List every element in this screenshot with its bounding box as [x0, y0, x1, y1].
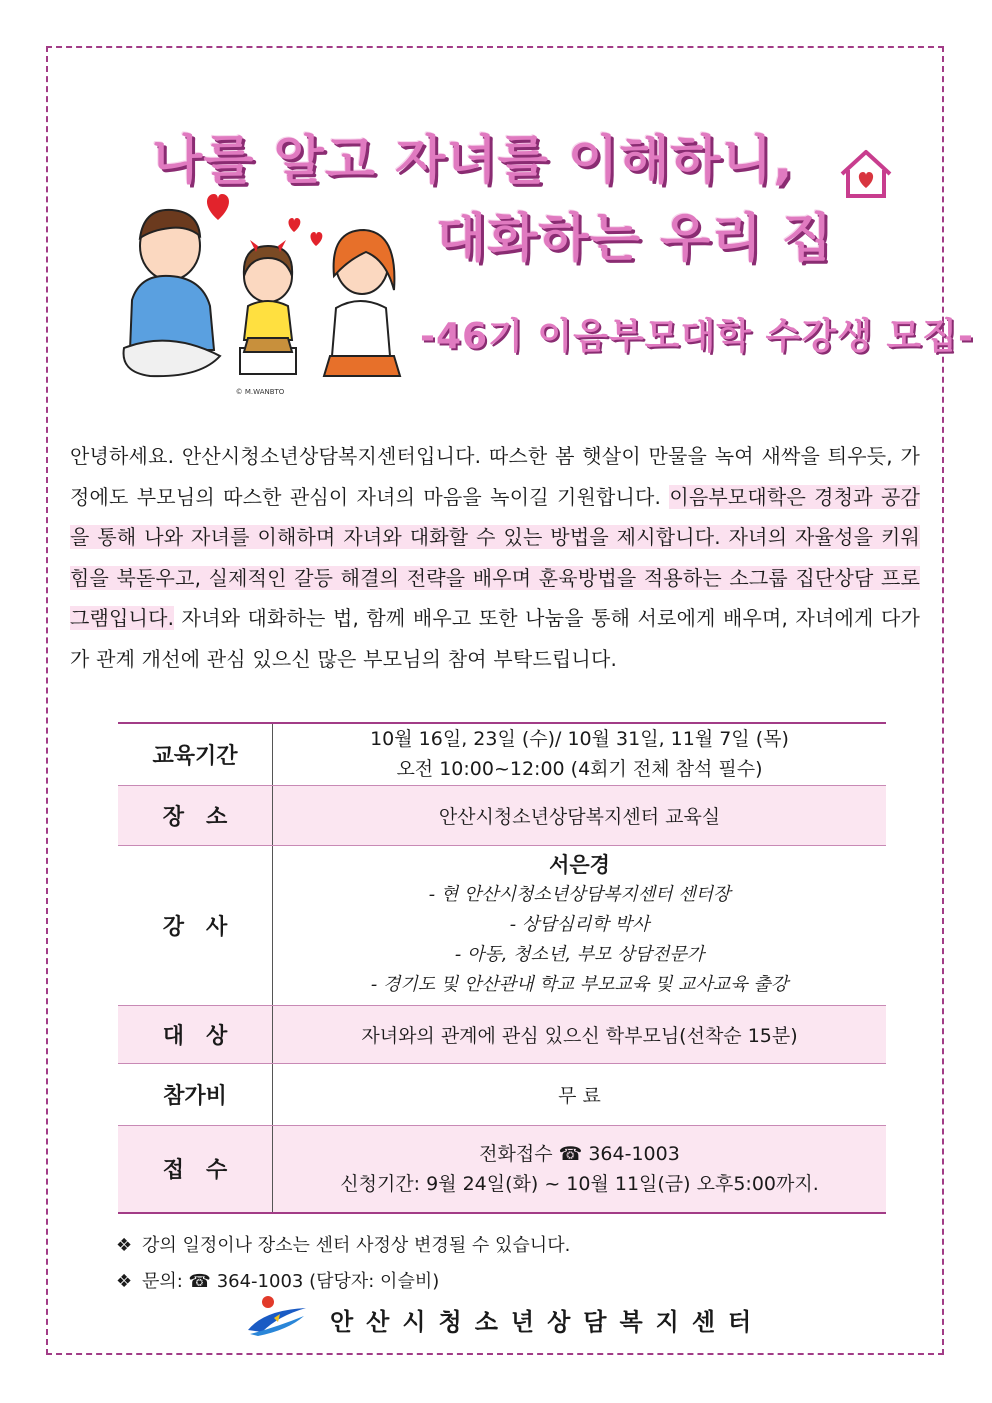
- intro-text-part2: 자녀와 대화하는 법, 함께 배우고 또한 나눔을 통해 서로에게 배우며, 자녀에게 다가가 관계 개선에 관심 있으신 많은 부모님의 참여 부탁드립니다.: [70, 606, 920, 671]
- table-row-apply: [118, 1125, 886, 1213]
- family-illustration: [110, 180, 410, 400]
- instructor-label: 강 사: [118, 845, 273, 1005]
- fee-label: 참가비: [118, 1063, 273, 1125]
- intro-text-part1: 안녕하세요. 안산시청소년상담복지센터입니다. 따스한 봄 햇살이 만물을 녹여 새싹을 틔우듯, 가정에도 부모님의 따스한 관심이 자녀의 마음을 녹이길 기원합니다.: [70, 444, 920, 509]
- target-label: 대 상: [118, 1005, 273, 1063]
- intro-paragraph: [70, 436, 920, 679]
- page-title-line2: 대화하는 우리 집: [436, 209, 833, 269]
- place-value: 안산시청소년상담복지센터 교육실: [273, 785, 887, 845]
- page-title-line1: 나를 알고 자녀를 이해하니,: [152, 131, 794, 191]
- instructor-name: 서은경: [549, 853, 610, 877]
- program-info-table: [118, 722, 886, 1214]
- period-line2: 오전 10:00~12:00 (4회기 전체 참석 필수): [396, 758, 763, 781]
- table-row-place: [118, 785, 886, 845]
- page-subtitle: -46기 이음부모대학 수강생 모집-: [420, 316, 974, 357]
- target-value: 자녀와의 관계에 관심 있으신 학부모님(선착순 15분): [273, 1005, 887, 1063]
- instructor-value: [273, 845, 887, 1005]
- apply-label: 접 수: [118, 1125, 273, 1213]
- place-label: 장 소: [118, 785, 273, 845]
- apply-line1: 전화접수 ☎ 364-1003: [479, 1142, 680, 1165]
- fee-value: 무 료: [273, 1063, 887, 1125]
- intro-highlight: 이음부모대학은 경청과 공감을 통해 나와 자녀를 이해하며 자녀와 대화할 수 있는 방법을 제시합니다. 자녀의 자율성을 키워 힘을 북돋우고, 실제적인 갈등 해결의 전략을 배우며 훈육방법을 적용하는 소그룹 집단상담 프로그램입니다.: [70, 484, 920, 630]
- note-text: 강의 일정이나 장소는 센터 사정상 변경될 수 있습니다.: [142, 1235, 571, 1256]
- org-name: 안산시청소년상담복지센터: [330, 1308, 765, 1336]
- period-label: 교육기간: [118, 723, 273, 785]
- apply-value: [273, 1125, 887, 1213]
- notes-list: [116, 1228, 570, 1300]
- period-line1: 10월 16일, 23일 (수)/ 10월 31일, 11월 7일 (목): [370, 728, 789, 751]
- instructor-detail: - 상담심리학 박사: [509, 914, 650, 935]
- instructor-detail: - 아동, 청소년, 부모 상담전문가: [454, 944, 705, 965]
- table-row-instructor: [118, 845, 886, 1005]
- diamond-bullet-icon: ❖: [116, 1271, 133, 1292]
- illustration-credit: © M.WANBTO: [235, 388, 285, 396]
- diamond-bullet-icon: ❖: [116, 1235, 133, 1256]
- instructor-detail: - 경기도 및 안산관내 학교 부모교육 및 교사교육 출강: [370, 974, 789, 995]
- period-value: [273, 723, 887, 785]
- instructor-detail: - 현 안산시청소년상담복지센터 센터장: [428, 884, 731, 905]
- table-row-fee: [118, 1063, 886, 1125]
- table-row-period: [118, 723, 886, 785]
- apply-line2: 신청기간: 9월 24일(화) ~ 10월 11일(금) 오후5:00까지.: [340, 1172, 819, 1195]
- center-logo-icon: [244, 1294, 310, 1338]
- note-item: [116, 1228, 570, 1264]
- house-heart-icon: [836, 146, 896, 202]
- note-item: [116, 1264, 570, 1300]
- table-row-target: [118, 1005, 886, 1063]
- note-text: 문의: ☎ 364-1003 (담당자: 이슬비): [142, 1271, 440, 1292]
